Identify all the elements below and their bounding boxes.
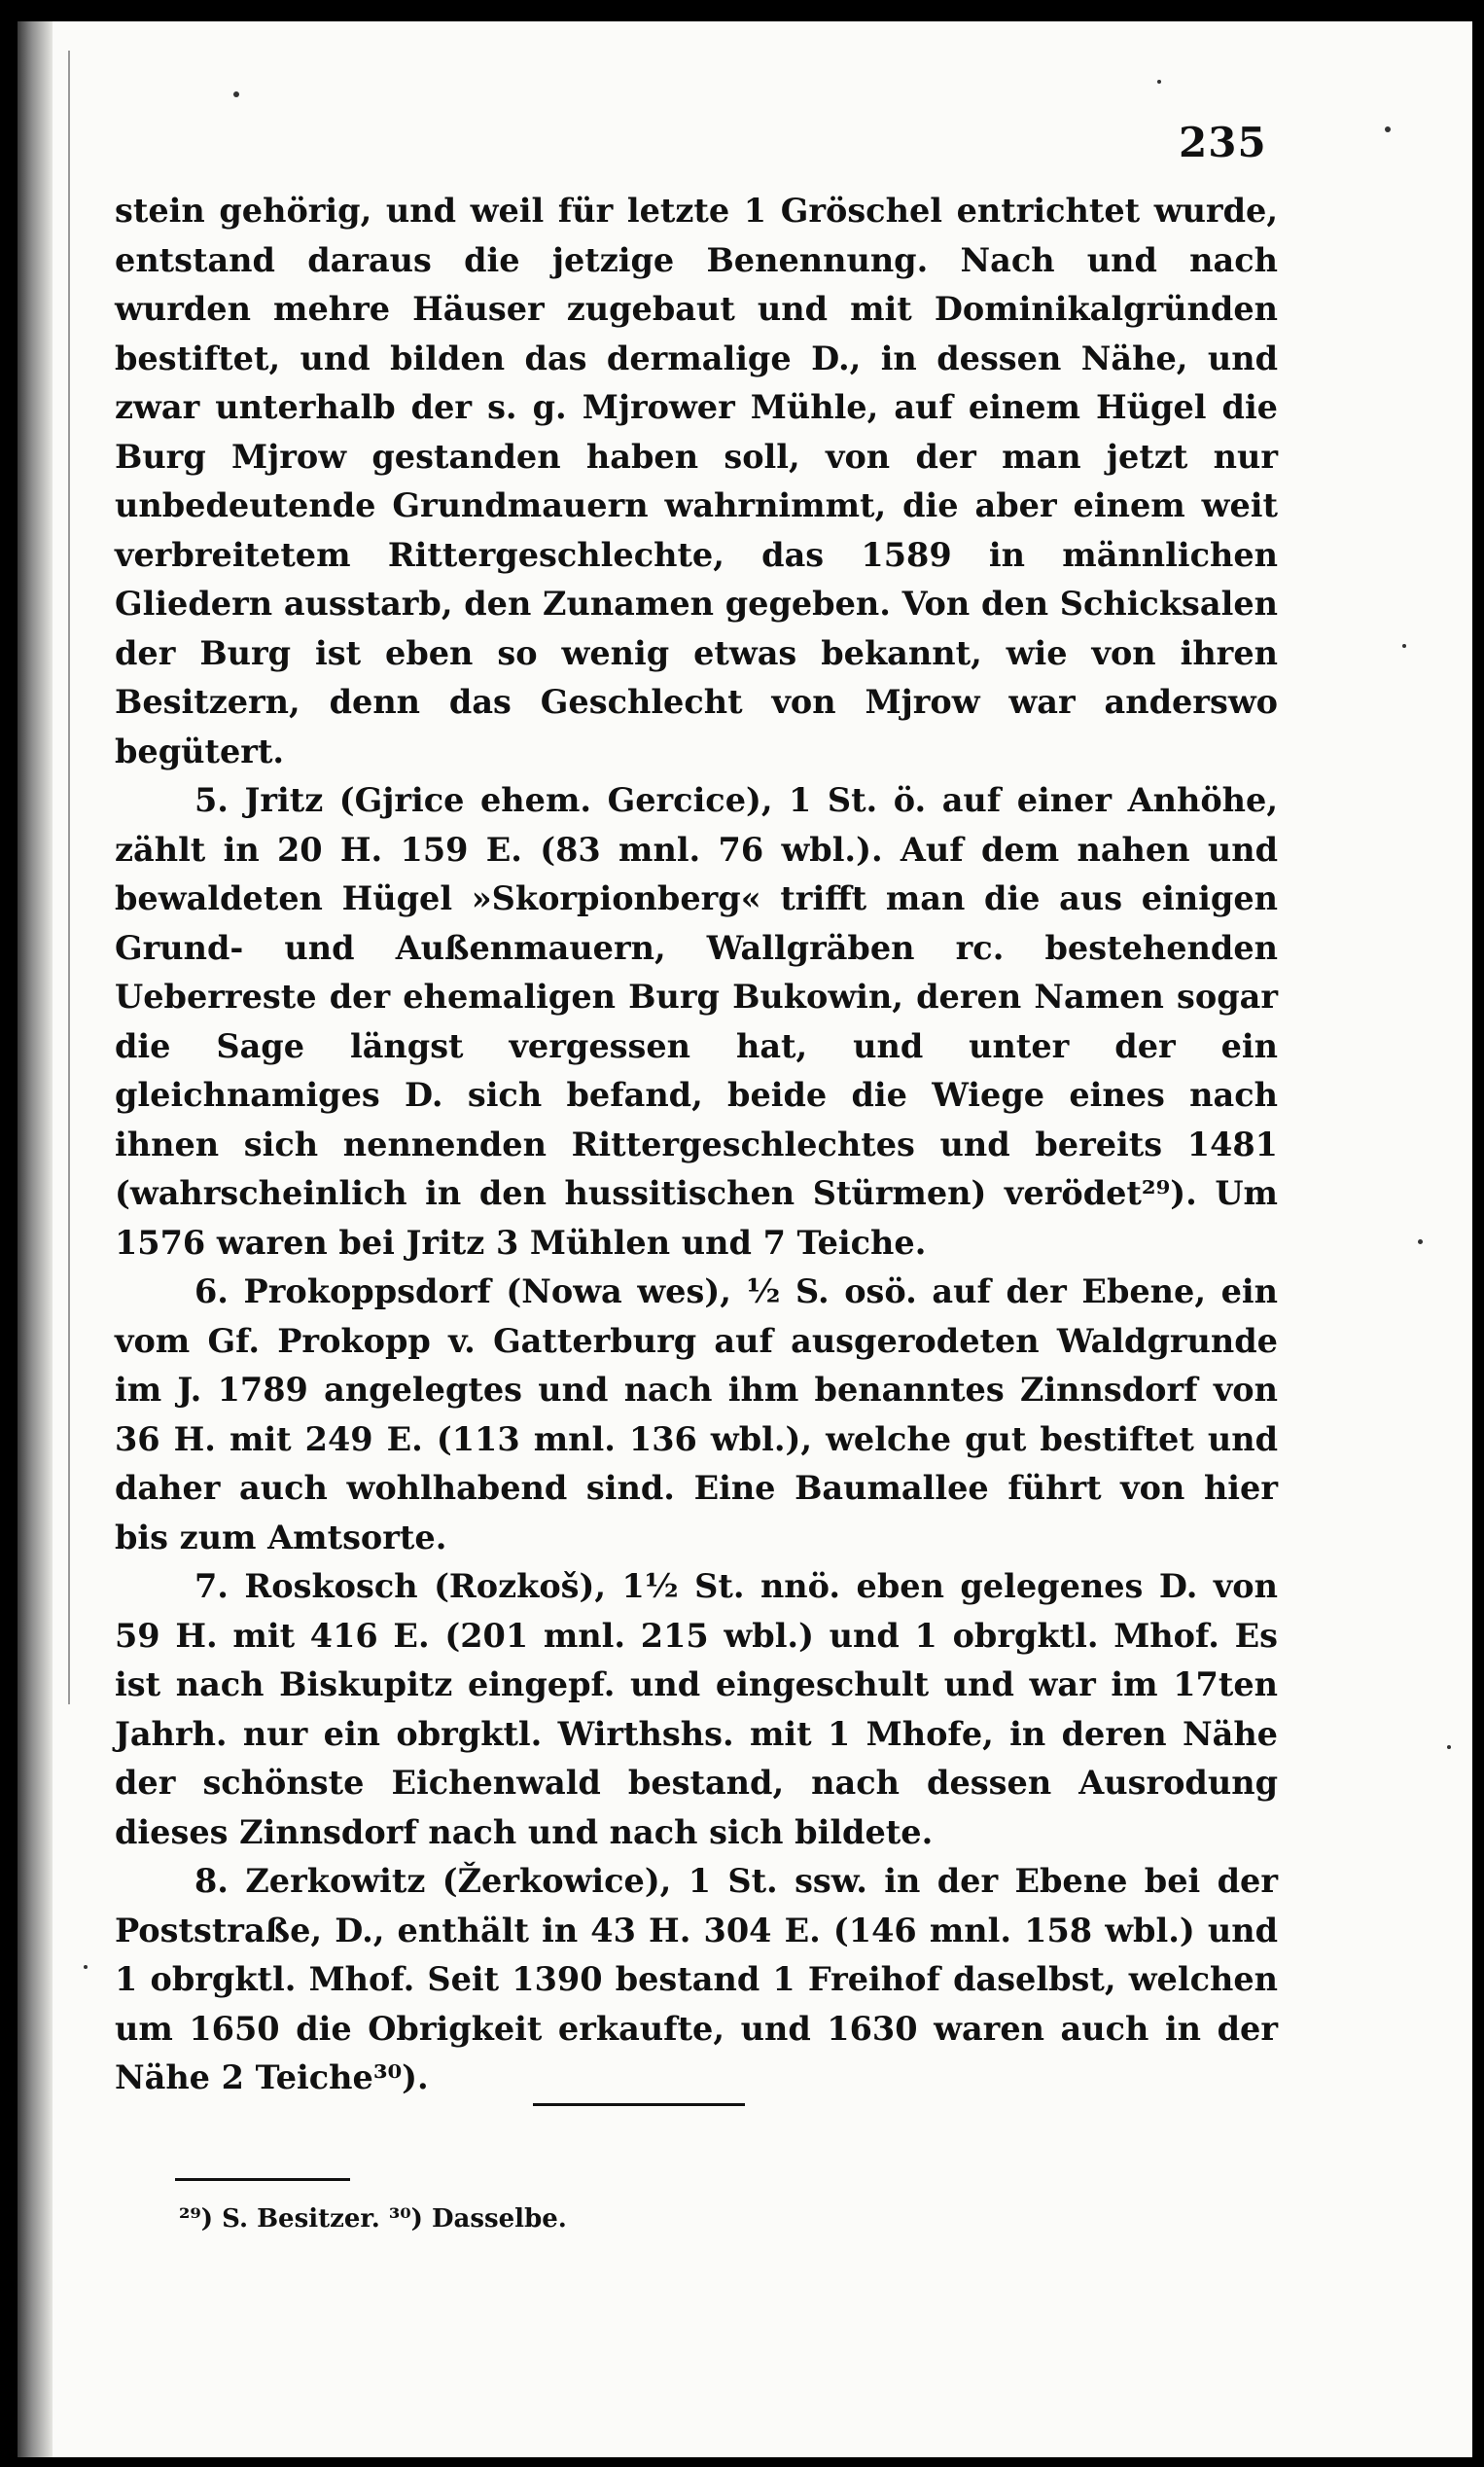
book-page xyxy=(18,21,1472,2457)
paragraph-entry-7: 7. Roskosch (Rozkoš), 1½ St. nnö. eben gelegenes D. von 59 H. mit 416 E. (201 mnl. 215 wbl.) und 1 obrgktl. Mhof. Es ist nach Biskupitz eingepf. und eingeschult und war im 17ten Jahrh. nur ein obrgktl. Wirthshs. mit 1 Mhofe, in deren Nähe der schönste Eichenwald bestand, nach dessen Ausrodung dieses Zinnsdorf nach und nach sich bildete. xyxy=(115,1567,1278,1851)
scan-speck xyxy=(1447,1745,1451,1749)
scan-speck xyxy=(1402,644,1406,648)
paragraph-entry-5: 5. Jritz (Gjrice ehem. Gercice), 1 St. ö. auf einer Anhöhe, zählt in 20 H. 159 E. (83 mnl. 76 wbl.). Auf dem nahen und bewaldeten Hügel »Skorpionberg« trifft man die aus einigen Grund- und Außenmauern, Wallgräben rc. bestehenden Ueberreste der ehemaligen Burg Bukowin, deren Namen sogar die Sage längst vergessen hat, und unter der ein gleichnamiges D. sich befand, beide die Wiege eines nach ihnen sich nennenden Rittergeschlechtes und bereits 1481 (wahrscheinlich in den hussitischen Stürmen) verödet²⁹). Um 1576 waren bei Jritz 3 Mühlen und 7 Teiche. xyxy=(115,781,1278,1262)
page-number: 235 xyxy=(1179,119,1267,166)
paragraph-entry-8: 8. Zerkowitz (Žerkowice), 1 St. ssw. in der Ebene bei der Poststraße, D., enthält in 43 H. 304 E. (146 mnl. 158 wbl.) und 1 obrgktl. Mhof. Seit 1390 bestand 1 Freihof daselbst, welchen um 1650 die Obrigkeit erkaufte, und 1630 waren auch in der Nähe 2 Teiche³⁰). xyxy=(115,1862,1278,2096)
section-divider xyxy=(533,2103,745,2106)
body-text xyxy=(115,187,1278,2103)
scan-speck xyxy=(233,91,239,97)
scan-speck xyxy=(1418,1239,1423,1244)
footnotes: ²⁹) S. Besitzer. ³⁰) Dasselbe. xyxy=(179,2204,567,2234)
footnote-rule xyxy=(175,2178,350,2181)
scan-speck xyxy=(84,1965,88,1969)
gutter-line xyxy=(68,51,70,1704)
paragraph-entry-6: 6. Prokoppsdorf (Nowa wes), ½ S. osö. auf der Ebene, ein vom Gf. Prokopp v. Gatterburg auf ausgerodeten Waldgrunde im J. 1789 angelegtes und nach ihm benanntes Zinnsdorf von 36 H. mit 249 E. (113 mnl. 136 wbl.), welche gut bestiftet und daher auch wohlhabend sind. Eine Baumallee führt von hier bis zum Amtsorte. xyxy=(115,1272,1278,1556)
book-spine-shadow xyxy=(18,21,53,2457)
paragraph-continuation: stein gehörig, und weil für letzte 1 Gröschel entrichtet wurde, entstand daraus die jetzige Benennung. Nach und nach wurden mehre Häuser zugebaut und mit Dominikalgründen bestiftet, und bilden das dermalige D., in dessen Nähe, und zwar unterhalb der s. g. Mjrower Mühle, auf einem Hügel die Burg Mjrow gestanden haben soll, von der man jetzt nur unbedeutende Grundmauern wahrnimmt, die aber einem weit verbreitetem Rittergeschlechte, das 1589 in männlichen Gliedern ausstarb, den Zunamen gegeben. Von den Schicksalen der Burg ist eben so wenig etwas bekannt, wie von ihren Besitzern, denn das Geschlecht von Mjrow war anderswo begütert. xyxy=(115,192,1278,770)
scan-speck xyxy=(1385,126,1391,132)
scan-speck xyxy=(1157,80,1161,84)
